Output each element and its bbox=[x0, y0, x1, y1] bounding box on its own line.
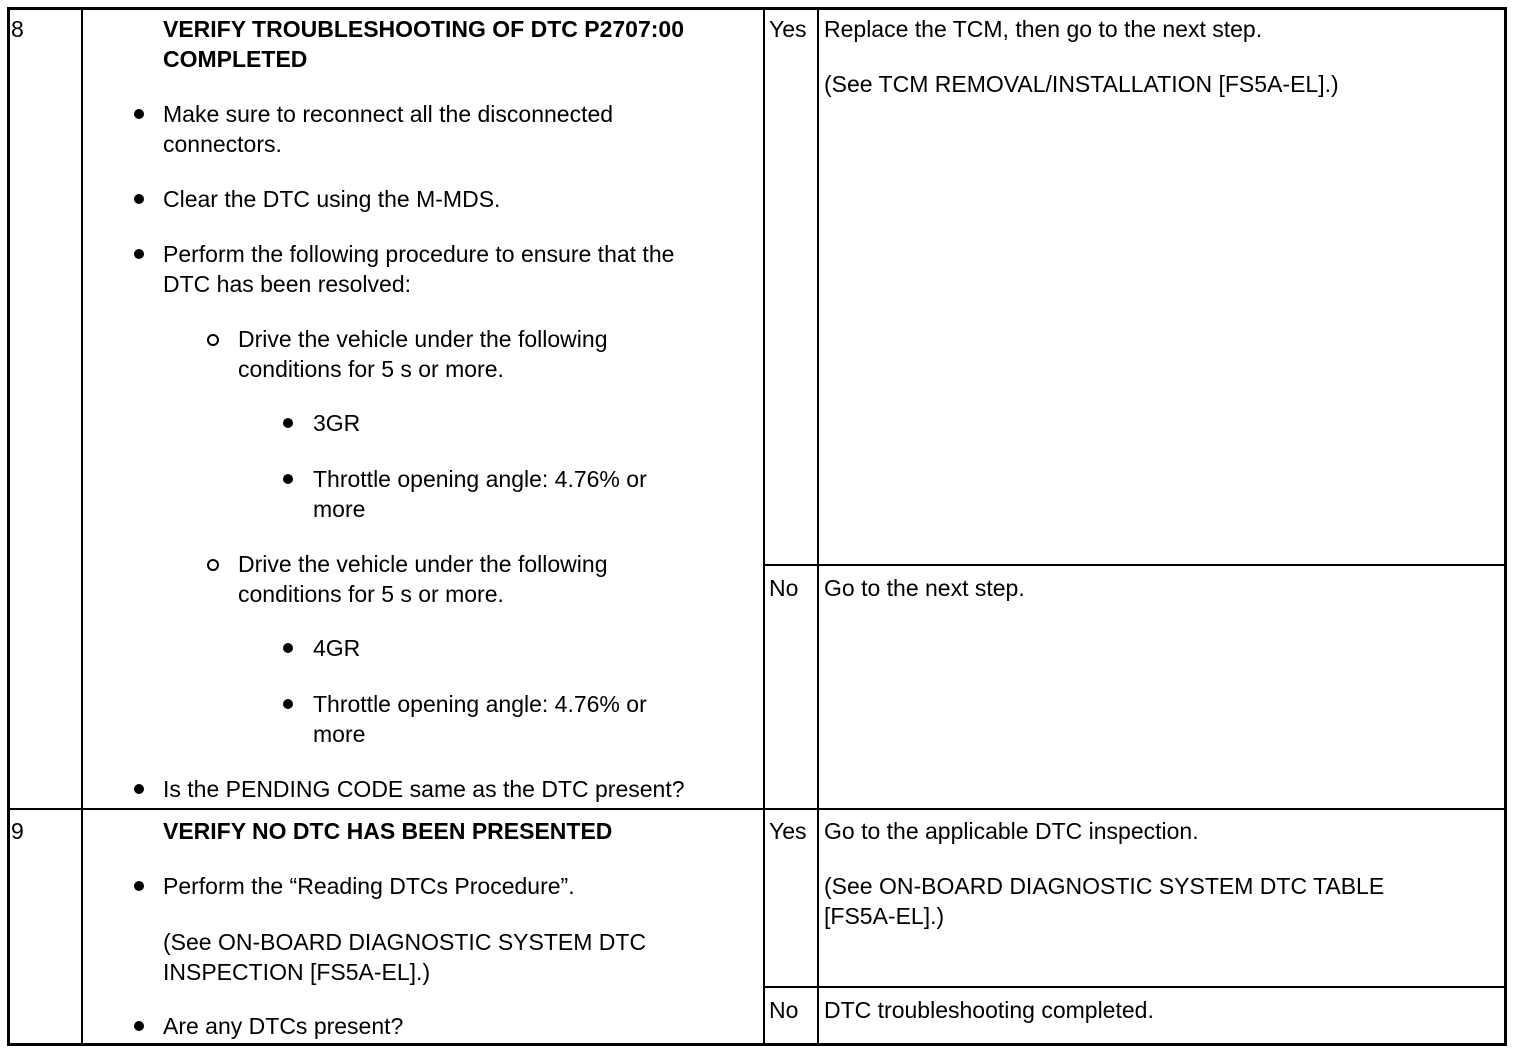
reference-text: (See ON-BOARD DIAGNOSTIC SYSTEM DTC bbox=[163, 929, 647, 955]
step-title: COMPLETED bbox=[163, 46, 308, 72]
bullet-icon bbox=[283, 474, 293, 484]
row-divider-step8-yes-no bbox=[764, 564, 1506, 566]
reference-text: (See TCM REMOVAL/INSTALLATION [FS5A-EL].) bbox=[824, 71, 1339, 97]
sub-bullet-icon bbox=[207, 559, 219, 571]
step-title: VERIFY TROUBLESHOOTING OF DTC P2707:00 bbox=[163, 16, 685, 42]
question-text: Is the PENDING CODE same as the DTC present? bbox=[163, 776, 685, 802]
action-text: Go to the applicable DTC inspection. bbox=[824, 818, 1199, 844]
step-title: VERIFY NO DTC HAS BEEN PRESENTED bbox=[163, 818, 613, 844]
instruction-text: Perform the following procedure to ensure that the bbox=[163, 241, 675, 267]
instruction-text: Drive the vehicle under the following bbox=[238, 551, 608, 577]
sub-bullet-icon bbox=[207, 334, 219, 346]
action-text: Go to the next step. bbox=[824, 575, 1025, 601]
column-divider-answer bbox=[763, 8, 765, 1045]
step-number: 8 bbox=[11, 16, 24, 42]
row-divider-step9-yes-no bbox=[764, 986, 1506, 988]
bullet-icon bbox=[134, 784, 144, 794]
bullet-icon bbox=[134, 1021, 144, 1031]
reference-text: [FS5A-EL].) bbox=[824, 903, 945, 929]
bullet-icon bbox=[134, 109, 144, 119]
condition-text: 3GR bbox=[313, 410, 361, 436]
condition-text: Throttle opening angle: 4.76% or bbox=[313, 691, 647, 717]
instruction-text: connectors. bbox=[163, 131, 282, 157]
condition-text: more bbox=[313, 496, 366, 522]
instruction-text: conditions for 5 s or more. bbox=[238, 356, 504, 382]
answer-no-label: No bbox=[769, 575, 799, 601]
condition-text: Throttle opening angle: 4.76% or bbox=[313, 466, 647, 492]
answer-yes-label: Yes bbox=[769, 16, 807, 42]
step-number: 9 bbox=[11, 818, 24, 844]
answer-no-label: No bbox=[769, 997, 799, 1023]
instruction-text: conditions for 5 s or more. bbox=[238, 581, 504, 607]
bullet-icon bbox=[134, 194, 144, 204]
reference-text: (See ON-BOARD DIAGNOSTIC SYSTEM DTC TABLE bbox=[824, 873, 1385, 899]
row-divider-step8-9 bbox=[8, 808, 1506, 810]
instruction-text: Make sure to reconnect all the disconnected bbox=[163, 101, 614, 127]
instruction-text: Perform the “Reading DTCs Procedure”. bbox=[163, 873, 575, 899]
reference-text: INSPECTION [FS5A-EL].) bbox=[163, 959, 431, 985]
answer-yes-label: Yes bbox=[769, 818, 807, 844]
bullet-icon bbox=[283, 699, 293, 709]
action-text: DTC troubleshooting completed. bbox=[824, 997, 1154, 1023]
condition-text: more bbox=[313, 721, 366, 747]
instruction-text: Clear the DTC using the M-MDS. bbox=[163, 186, 501, 212]
column-divider-step bbox=[81, 8, 83, 1045]
action-text: Replace the TCM, then go to the next step. bbox=[824, 16, 1263, 42]
question-text: Are any DTCs present? bbox=[163, 1013, 404, 1039]
condition-text: 4GR bbox=[313, 635, 361, 661]
instruction-text: DTC has been resolved: bbox=[163, 271, 412, 297]
bullet-icon bbox=[134, 249, 144, 259]
bullet-icon bbox=[283, 643, 293, 653]
bullet-icon bbox=[134, 881, 144, 891]
instruction-text: Drive the vehicle under the following bbox=[238, 326, 608, 352]
bullet-icon bbox=[283, 418, 293, 428]
column-divider-action bbox=[817, 8, 819, 1045]
